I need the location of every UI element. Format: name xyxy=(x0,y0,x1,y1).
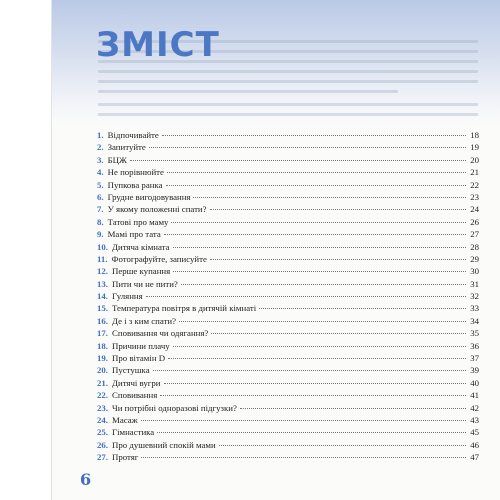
toc-entry-page: 40 xyxy=(470,377,479,388)
dot-leader xyxy=(259,308,466,309)
toc-entry-page: 46 xyxy=(470,439,479,450)
dot-leader xyxy=(210,259,466,260)
dot-leader xyxy=(193,197,466,198)
bleed-through-line xyxy=(98,103,478,106)
toc-entry-number: 7. xyxy=(97,204,104,215)
toc-entry[interactable] xyxy=(97,154,479,166)
toc-entry[interactable] xyxy=(97,315,479,327)
bleed-through-line xyxy=(98,70,478,73)
toc-entry-title: Причини плачу xyxy=(112,340,170,351)
dot-leader xyxy=(141,457,466,458)
toc-entry[interactable] xyxy=(97,141,479,153)
toc-entry-page: 19 xyxy=(470,142,479,153)
dot-leader xyxy=(211,333,466,334)
toc-entry[interactable] xyxy=(97,241,479,253)
dot-leader xyxy=(164,383,466,384)
toc-entry-number: 20. xyxy=(97,365,108,376)
toc-entry-number: 8. xyxy=(97,216,104,227)
toc-entry-page: 41 xyxy=(470,390,479,401)
toc-entry-title: Пити чи не пити? xyxy=(112,278,178,289)
toc-entry-page: 24 xyxy=(470,204,479,215)
toc-entry-number: 21. xyxy=(97,377,108,388)
toc-entry[interactable] xyxy=(97,426,479,438)
toc-entry[interactable] xyxy=(97,265,479,277)
toc-entry[interactable] xyxy=(97,340,479,352)
toc-entry-page: 31 xyxy=(470,278,479,289)
page-number: 6 xyxy=(80,470,92,489)
toc-entry-title: Не порівнюйте xyxy=(107,167,164,178)
toc-entry-title: Про душевний спокій мами xyxy=(112,439,216,450)
dot-leader xyxy=(171,222,466,223)
dot-leader xyxy=(219,445,466,446)
toc-entry-title: Татові про маму xyxy=(107,216,169,227)
bleed-through-line xyxy=(98,113,478,116)
dot-leader xyxy=(162,135,466,136)
toc-entry-page: 36 xyxy=(470,340,479,351)
toc-entry[interactable] xyxy=(97,364,479,376)
toc-entry-page: 39 xyxy=(470,365,479,376)
toc-entry-number: 25. xyxy=(97,427,108,438)
toc-entry-title: Дитяча кімната xyxy=(112,241,170,252)
toc-entry-page: 42 xyxy=(470,402,479,413)
toc-entry-title: Про вітамін D xyxy=(112,353,166,364)
toc-entry-page: 21 xyxy=(470,167,479,178)
toc-entry-title: Перше купання xyxy=(112,266,171,277)
toc-entry-page: 20 xyxy=(470,154,479,165)
toc-entry[interactable] xyxy=(97,191,479,203)
toc-entry[interactable] xyxy=(97,216,479,228)
toc-entry-number: 10. xyxy=(97,241,108,252)
toc-entry-number: 1. xyxy=(97,130,104,140)
bleed-through-line xyxy=(98,90,398,93)
toc-entry-number: 19. xyxy=(97,353,108,364)
toc-entry-title: Температура повітря в дитячій кімнаті xyxy=(112,303,257,314)
dot-leader xyxy=(141,420,466,421)
dot-leader xyxy=(153,370,466,371)
toc-entry-number: 18. xyxy=(97,340,108,351)
dot-leader xyxy=(173,346,466,347)
dot-leader xyxy=(146,296,466,297)
toc-entry-page: 26 xyxy=(470,216,479,227)
toc-entry-title: Пустушка xyxy=(112,365,150,376)
book-page xyxy=(52,0,500,500)
toc-entry-page: 30 xyxy=(470,266,479,277)
toc-entry-number: 22. xyxy=(97,390,108,401)
toc-entry-title: Сповивання xyxy=(112,390,158,401)
toc-entry-title: Масаж xyxy=(112,414,138,425)
toc-entry-number: 26. xyxy=(97,439,108,450)
toc-entry[interactable] xyxy=(97,451,479,463)
dot-leader xyxy=(179,321,466,322)
toc-entry-page: 28 xyxy=(470,241,479,252)
dot-leader xyxy=(240,408,466,409)
dot-leader xyxy=(210,209,466,210)
toc-entry[interactable] xyxy=(97,179,479,191)
toc-entry-number: 5. xyxy=(97,179,104,190)
toc-entry[interactable] xyxy=(97,166,479,178)
toc-entry-title: Відпочивайте xyxy=(107,130,159,140)
dot-leader xyxy=(157,432,466,433)
toc-entry-title: У якому положенні спати? xyxy=(107,204,207,215)
toc-entry[interactable] xyxy=(97,439,479,451)
toc-entry-title: Гуляння xyxy=(112,291,143,302)
toc-entry-title: Запитуйте xyxy=(107,142,146,153)
toc-entry[interactable] xyxy=(97,352,479,364)
toc-entry-title: Дитячі вугри xyxy=(112,377,161,388)
dot-leader xyxy=(168,358,466,359)
toc-entry-page: 43 xyxy=(470,414,479,425)
dot-leader xyxy=(167,172,466,173)
dot-leader xyxy=(164,234,466,235)
dot-leader xyxy=(160,395,466,396)
toc-entry-title: Чи потрібні одноразові підгузки? xyxy=(112,402,237,413)
toc-entry[interactable] xyxy=(97,253,479,265)
dot-leader xyxy=(181,284,466,285)
toc-entry-number: 23. xyxy=(97,402,108,413)
toc-entry-title: Пупкова ранка xyxy=(107,179,163,190)
toc-entry-number: 4. xyxy=(97,167,104,178)
toc-entry-page: 22 xyxy=(470,179,479,190)
toc-entry-title: БЦЖ xyxy=(107,154,127,165)
toc-entry-page: 33 xyxy=(470,303,479,314)
bleed-through-line xyxy=(98,80,478,83)
toc-entry-page: 45 xyxy=(470,427,479,438)
toc-entry[interactable] xyxy=(97,203,479,215)
toc-entry-number: 12. xyxy=(97,266,108,277)
toc-entry-title: Мамі про тата xyxy=(107,229,161,240)
toc-entry-number: 24. xyxy=(97,414,108,425)
toc-entry-number: 17. xyxy=(97,328,108,339)
toc-entry[interactable] xyxy=(97,389,479,401)
toc-entry-number: 14. xyxy=(97,291,108,302)
toc-entry-number: 16. xyxy=(97,315,108,326)
toc-entry-number: 3. xyxy=(97,154,104,165)
toc-entry-page: 23 xyxy=(470,191,479,202)
page-title: ЗМІСТ xyxy=(96,25,220,65)
toc-entry[interactable] xyxy=(97,290,479,302)
dot-leader xyxy=(149,147,466,148)
toc-entry-number: 15. xyxy=(97,303,108,314)
toc-entry-number: 27. xyxy=(97,452,108,463)
toc-entry[interactable] xyxy=(97,228,479,240)
toc-entry-number: 6. xyxy=(97,191,104,202)
dot-leader xyxy=(166,185,467,186)
table-of-contents xyxy=(97,129,479,464)
toc-entry-page: 47 xyxy=(470,452,479,463)
toc-entry-page: 32 xyxy=(470,291,479,302)
toc-entry[interactable] xyxy=(97,327,479,339)
toc-entry-page: 29 xyxy=(470,253,479,264)
toc-entry[interactable] xyxy=(97,414,479,426)
toc-entry[interactable] xyxy=(97,278,479,290)
toc-entry-title: Фотографуйте, записуйте xyxy=(111,253,207,264)
toc-entry-page: 37 xyxy=(470,353,479,364)
toc-entry-number: 11. xyxy=(97,253,108,264)
toc-entry-title: Грудне вигодовування xyxy=(107,191,191,202)
toc-entry-title: Сповивання чи одягання? xyxy=(112,328,209,339)
toc-entry-page: 35 xyxy=(470,328,479,339)
toc-entry-number: 2. xyxy=(97,142,104,153)
toc-entry[interactable] xyxy=(97,402,479,414)
dot-leader xyxy=(173,247,466,248)
toc-entry-number: 9. xyxy=(97,229,104,240)
dot-leader xyxy=(173,271,466,272)
toc-entry-page: 34 xyxy=(470,315,479,326)
toc-entry-page: 18 xyxy=(470,130,479,140)
toc-entry-number: 13. xyxy=(97,278,108,289)
toc-entry-title: Протяг xyxy=(112,452,139,463)
toc-entry[interactable] xyxy=(97,302,479,314)
toc-entry[interactable] xyxy=(97,129,479,141)
toc-entry-title: Гімнастика xyxy=(112,427,155,438)
dot-leader xyxy=(130,160,466,161)
toc-entry[interactable] xyxy=(97,377,479,389)
toc-entry-page: 27 xyxy=(470,229,479,240)
toc-entry-title: Де і з ким спати? xyxy=(112,315,177,326)
